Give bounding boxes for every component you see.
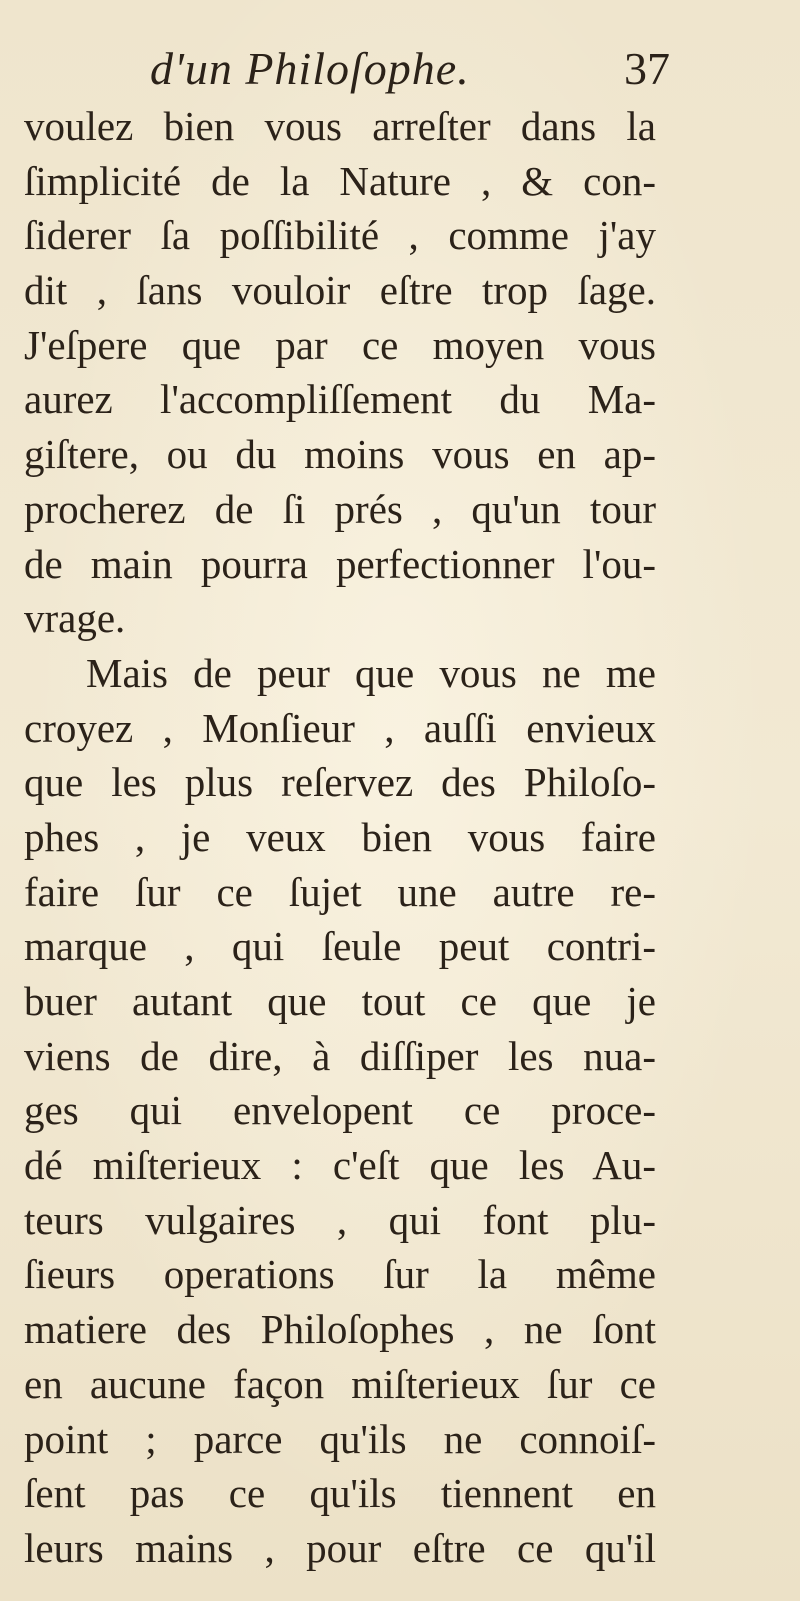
text-line: teurs vulgaires , qui font plu- [24, 1196, 656, 1243]
page-number: 37 [624, 43, 670, 94]
text-line: giſtere, ou du moins vous en ap- [24, 431, 656, 478]
text-line: croyez , Monſieur , auſſi envieux [24, 704, 656, 751]
text-line: dé miſterieux : c'eſt que les Au- [24, 1142, 656, 1189]
text-line: ſiderer ſa poſſibilité , comme j'ay [24, 212, 656, 259]
text-line: marque , qui ſeule peut contri- [24, 923, 656, 970]
text-line: ſieurs operations ſur la même [24, 1251, 656, 1298]
text-line: procherez de ſi prés , qu'un tour [24, 485, 656, 532]
text-line: aurez l'accompliſſement du Ma- [24, 376, 656, 423]
text-line: de main pourra perfectionner l'ou- [24, 540, 656, 587]
text-line: faire ſur ce ſujet une autre re- [24, 868, 656, 915]
text-line: dit , ſans vouloir eſtre trop ſage. [24, 267, 656, 314]
text-line: phes , je veux bien vous faire [24, 813, 656, 860]
text-line: que les plus reſervez des Philoſo- [24, 759, 656, 806]
paragraph-end-line: vrage. [24, 595, 126, 642]
text-line: viens de dire, à diſſiper les nua- [24, 1032, 656, 1079]
text-line: matiere des Philoſophes , ne ſont [24, 1306, 656, 1353]
text-line: ſimplicité de la Nature , & con- [24, 157, 656, 204]
text-line: point ; parce qu'ils ne connoiſ- [24, 1415, 656, 1462]
text-line: leurs mains , pour eſtre ce qu'il [24, 1524, 656, 1571]
text-line: en aucune façon miſterieux ſur ce [24, 1360, 656, 1407]
text-line: voulez bien vous arreſter dans la [24, 103, 656, 149]
paragraph-start-line: Mais de peur que vous ne me [86, 649, 656, 696]
text-line: buer autant que tout ce que je [24, 978, 656, 1024]
running-head [0, 42, 800, 102]
running-title: d'un Philoſophe. [150, 43, 470, 94]
text-line: ges qui envelopent ce proce- [24, 1087, 656, 1134]
text-line: ſent pas ce qu'ils tiennent en [24, 1470, 656, 1517]
text-line: J'eſpere que par ce moyen vous [24, 321, 656, 368]
body-text [24, 99, 656, 1576]
